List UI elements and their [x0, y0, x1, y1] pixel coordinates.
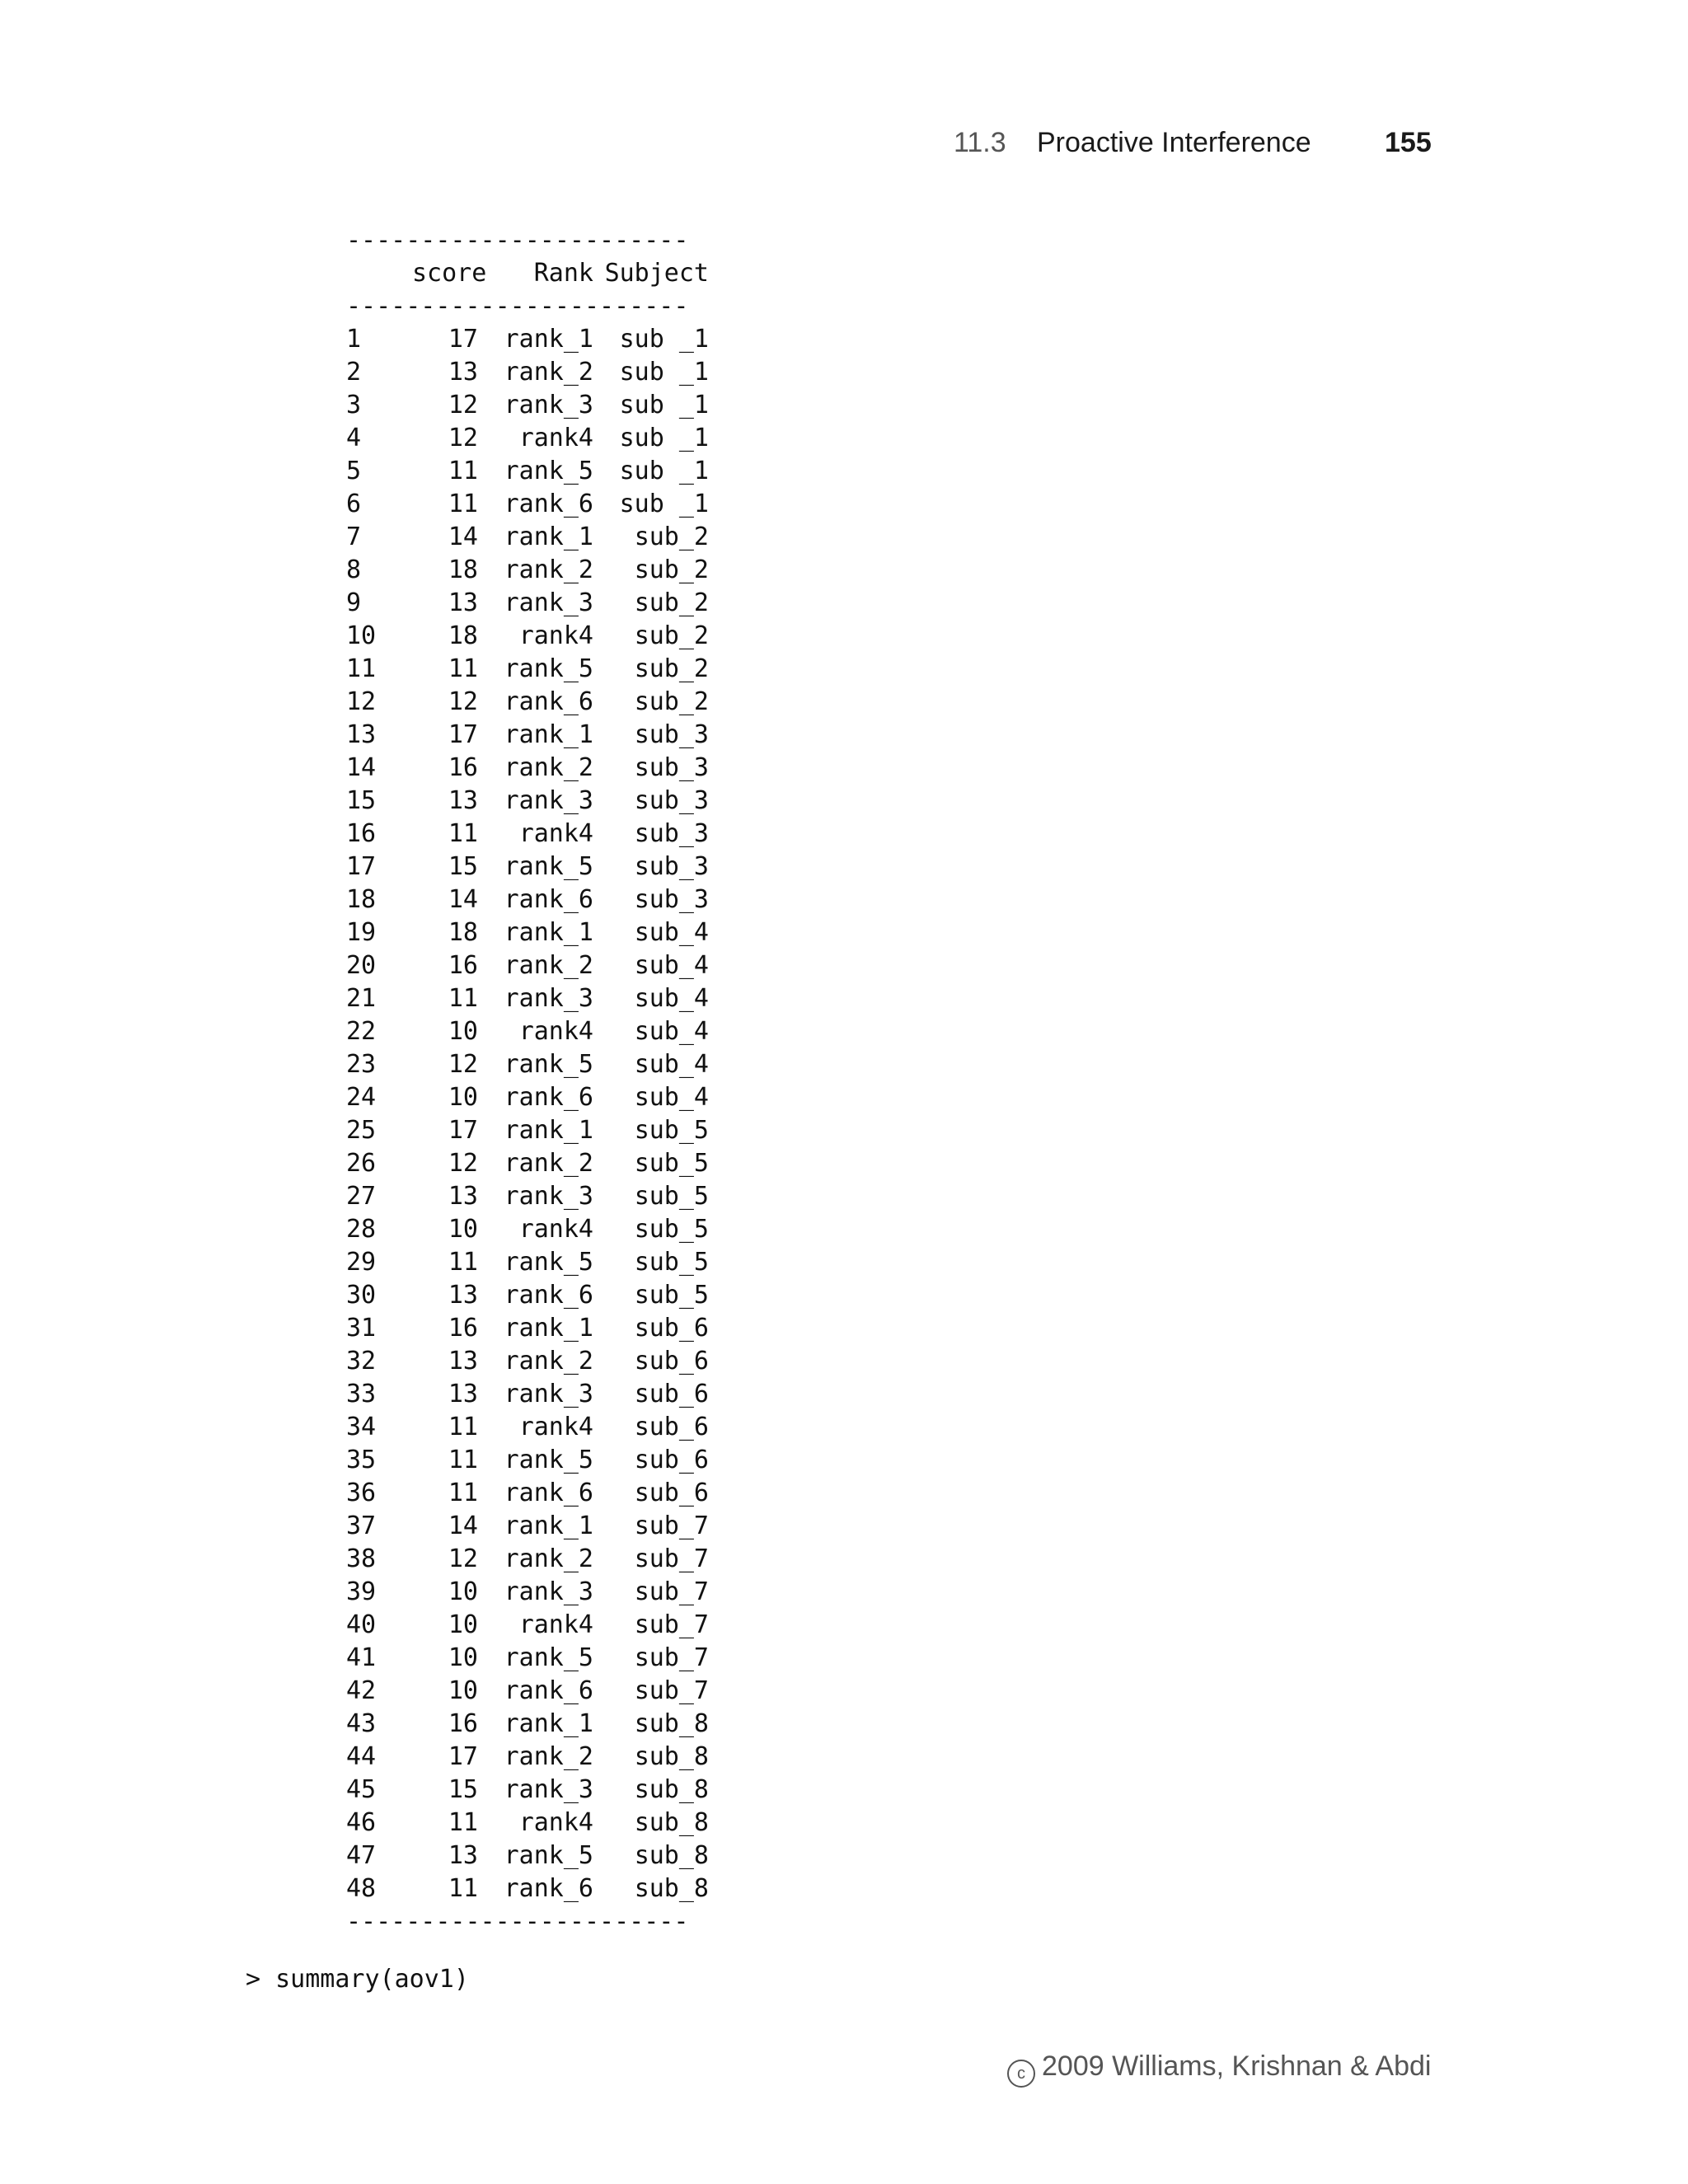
- row-index-cell: 29: [346, 1248, 377, 1277]
- subject-cell: sub _1: [619, 391, 709, 419]
- rank-cell: rank_3: [504, 1775, 593, 1804]
- row-index-cell: 21: [346, 984, 377, 1013]
- subject-cell: sub_3: [634, 720, 709, 749]
- subject-cell: sub_7: [634, 1610, 709, 1639]
- subject-cell: sub_7: [634, 1643, 709, 1672]
- rank-cell: rank_5: [504, 852, 593, 881]
- score-cell: 11: [448, 457, 478, 485]
- rank-cell: rank4: [518, 1215, 593, 1244]
- row-index-cell: 12: [346, 687, 377, 716]
- rank-cell: rank_2: [504, 1742, 593, 1771]
- subject-cell: sub _1: [619, 457, 709, 485]
- table-row: [346, 1048, 709, 1081]
- section-title: Proactive Interference: [1037, 127, 1311, 158]
- row-index-cell: 40: [346, 1610, 377, 1639]
- table-row: [346, 389, 709, 422]
- table-row: [346, 1543, 709, 1576]
- rank-cell: rank_3: [504, 1577, 593, 1606]
- subject-cell: sub_4: [634, 984, 709, 1013]
- table-header-row: [346, 257, 709, 290]
- table-row: [346, 1378, 709, 1411]
- rank-cell: rank_1: [504, 720, 593, 749]
- rank-cell: rank_2: [504, 1544, 593, 1573]
- table-row: [346, 1642, 709, 1675]
- rank-cell: rank4: [518, 1610, 593, 1639]
- score-cell: 11: [448, 1874, 478, 1903]
- row-index-cell: 35: [346, 1446, 377, 1474]
- table-bottom-rule: -----------------------: [346, 1907, 689, 1936]
- score-cell: 17: [448, 1116, 478, 1145]
- score-cell: 10: [448, 1676, 478, 1705]
- rank-cell: rank_2: [504, 1149, 593, 1178]
- row-index-cell: 42: [346, 1676, 377, 1705]
- row-index-cell: 36: [346, 1479, 377, 1507]
- rank-cell: rank_6: [504, 687, 593, 716]
- rank-cell: rank_2: [504, 358, 593, 387]
- table-row: [346, 818, 709, 851]
- rank-cell: rank_6: [504, 885, 593, 914]
- row-index-cell: 26: [346, 1149, 377, 1178]
- row-index-cell: 39: [346, 1577, 377, 1606]
- rank-cell: rank_1: [504, 1116, 593, 1145]
- score-cell: 10: [448, 1643, 478, 1672]
- subject-cell: sub _1: [619, 424, 709, 452]
- table-row: [346, 1774, 709, 1807]
- subject-cell: sub_6: [634, 1314, 709, 1343]
- subject-cell: sub_7: [634, 1511, 709, 1540]
- table-row: [346, 653, 709, 686]
- table-row: [346, 1345, 709, 1378]
- row-index-cell: 22: [346, 1017, 377, 1046]
- table-row: [346, 1675, 709, 1708]
- table-row: [346, 1411, 709, 1444]
- subject-cell: sub _1: [619, 358, 709, 387]
- score-cell: 11: [448, 1808, 478, 1837]
- rank-cell: rank4: [518, 1017, 593, 1046]
- rank-cell: rank_5: [504, 654, 593, 683]
- rank-cell: rank4: [518, 1413, 593, 1441]
- score-cell: 12: [448, 687, 478, 716]
- subject-cell: sub _1: [619, 490, 709, 518]
- subject-cell: sub_5: [634, 1116, 709, 1145]
- table-row: [346, 1081, 709, 1114]
- subject-cell: sub_7: [634, 1577, 709, 1606]
- subject-cell: sub_4: [634, 918, 709, 947]
- subject-cell: sub_2: [634, 555, 709, 584]
- score-cell: 10: [448, 1017, 478, 1046]
- row-index-cell: 5: [346, 457, 362, 485]
- table-top-rule: -----------------------: [346, 226, 689, 255]
- score-cell: 16: [448, 1314, 478, 1343]
- score-cell: 18: [448, 555, 478, 584]
- table-row: [346, 1609, 709, 1642]
- subject-cell: sub_2: [634, 588, 709, 617]
- score-cell: 13: [448, 358, 478, 387]
- table-row: [346, 1312, 709, 1345]
- row-index-cell: 24: [346, 1083, 377, 1112]
- rank-cell: rank_5: [504, 1841, 593, 1870]
- table-row: [346, 1279, 709, 1312]
- row-index-cell: 20: [346, 951, 377, 980]
- row-index-cell: 16: [346, 819, 377, 848]
- subject-cell: sub_3: [634, 753, 709, 782]
- subject-cell: sub_5: [634, 1215, 709, 1244]
- table-row: [346, 1872, 709, 1905]
- score-cell: 14: [448, 885, 478, 914]
- table-row: [346, 1807, 709, 1840]
- table-row: [346, 554, 709, 587]
- subject-cell: sub_6: [634, 1479, 709, 1507]
- rank-cell: rank4: [518, 1808, 593, 1837]
- row-index-cell: 10: [346, 621, 377, 650]
- table-row: [346, 587, 709, 620]
- row-index-cell: 8: [346, 555, 362, 584]
- subject-cell: sub_2: [634, 523, 709, 551]
- table-header-rule: -----------------------: [346, 292, 689, 321]
- row-index-cell: 19: [346, 918, 377, 947]
- row-index-cell: 15: [346, 786, 377, 815]
- table-row: [346, 1015, 709, 1048]
- table-row: [346, 620, 709, 653]
- rank-cell: rank4: [518, 621, 593, 650]
- subject-cell: sub_4: [634, 1083, 709, 1112]
- rank-cell: rank_1: [504, 1314, 593, 1343]
- rank-cell: rank_3: [504, 786, 593, 815]
- row-index-cell: 27: [346, 1182, 377, 1211]
- subject-cell: sub_6: [634, 1413, 709, 1441]
- row-index-cell: 14: [346, 753, 377, 782]
- row-index-cell: 25: [346, 1116, 377, 1145]
- table-row: [346, 1477, 709, 1510]
- table-row: [346, 521, 709, 554]
- subject-cell: sub_7: [634, 1676, 709, 1705]
- row-index-cell: 45: [346, 1775, 377, 1804]
- table-row: [346, 455, 709, 488]
- row-index-cell: 32: [346, 1347, 377, 1376]
- table-row: [346, 883, 709, 916]
- rank-cell: rank_6: [504, 1874, 593, 1903]
- subject-cell: sub_4: [634, 951, 709, 980]
- subject-cell: sub_5: [634, 1149, 709, 1178]
- copyright-text: 2009 Williams, Krishnan & Abdi: [1042, 2050, 1432, 2082]
- data-table: [346, 224, 709, 1938]
- rank-cell: rank_2: [504, 1347, 593, 1376]
- subject-cell: sub_8: [634, 1709, 709, 1738]
- rank-cell: rank_1: [504, 1511, 593, 1540]
- row-index-cell: 34: [346, 1413, 377, 1441]
- rank-cell: rank_5: [504, 1446, 593, 1474]
- table-row: [346, 356, 709, 389]
- table-row: [346, 1840, 709, 1872]
- table-row: [346, 785, 709, 818]
- score-cell: 13: [448, 1380, 478, 1408]
- table-row: [346, 1246, 709, 1279]
- score-cell: 13: [448, 1281, 478, 1310]
- subject-cell: sub_5: [634, 1281, 709, 1310]
- rank-cell: rank_1: [504, 918, 593, 947]
- row-index-cell: 1: [346, 325, 362, 354]
- row-index-cell: 41: [346, 1643, 377, 1672]
- subject-cell: sub_3: [634, 885, 709, 914]
- rank-cell: rank_5: [504, 1643, 593, 1672]
- rank-cell: rank_3: [504, 1182, 593, 1211]
- row-index-cell: 4: [346, 424, 362, 452]
- rank-cell: rank_3: [504, 391, 593, 419]
- score-cell: 12: [448, 1050, 478, 1079]
- table-row: [346, 1444, 709, 1477]
- rank-cell: rank_2: [504, 753, 593, 782]
- subject-cell: sub_8: [634, 1808, 709, 1837]
- score-cell: 10: [448, 1610, 478, 1639]
- row-index-cell: 13: [346, 720, 377, 749]
- score-column-header: score: [412, 259, 487, 288]
- rank-column-header: Rank: [533, 259, 593, 288]
- subject-cell: sub_2: [634, 621, 709, 650]
- score-cell: 18: [448, 621, 478, 650]
- copyright-icon: c: [1007, 2060, 1035, 2088]
- score-cell: 12: [448, 1149, 478, 1178]
- rank-cell: rank_5: [504, 457, 593, 485]
- subject-cell: sub_2: [634, 687, 709, 716]
- score-cell: 16: [448, 753, 478, 782]
- score-cell: 10: [448, 1083, 478, 1112]
- row-index-cell: 18: [346, 885, 377, 914]
- table-row: [346, 1741, 709, 1774]
- score-cell: 14: [448, 523, 478, 551]
- index-column-header: [346, 257, 412, 290]
- row-index-cell: 48: [346, 1874, 377, 1903]
- score-cell: 11: [448, 984, 478, 1013]
- row-index-cell: 23: [346, 1050, 377, 1079]
- score-cell: 11: [448, 1413, 478, 1441]
- row-index-cell: 3: [346, 391, 362, 419]
- score-cell: 12: [448, 424, 478, 452]
- subject-cell: sub_5: [634, 1182, 709, 1211]
- table-row: [346, 1576, 709, 1609]
- row-index-cell: 38: [346, 1544, 377, 1573]
- row-index-cell: 7: [346, 523, 362, 551]
- score-cell: 13: [448, 1347, 478, 1376]
- subject-cell: sub_4: [634, 1017, 709, 1046]
- row-index-cell: 44: [346, 1742, 377, 1771]
- rank-cell: rank_2: [504, 555, 593, 584]
- score-cell: 13: [448, 588, 478, 617]
- score-cell: 13: [448, 1841, 478, 1870]
- score-cell: 12: [448, 1544, 478, 1573]
- row-index-cell: 17: [346, 852, 377, 881]
- row-index-cell: 30: [346, 1281, 377, 1310]
- score-cell: 13: [448, 786, 478, 815]
- row-index-cell: 2: [346, 358, 362, 387]
- subject-cell: sub _1: [619, 325, 709, 354]
- score-cell: 11: [448, 1248, 478, 1277]
- rank-cell: rank_3: [504, 1380, 593, 1408]
- subject-cell: sub_4: [634, 1050, 709, 1079]
- score-cell: 17: [448, 1742, 478, 1771]
- row-index-cell: 28: [346, 1215, 377, 1244]
- subject-cell: sub_7: [634, 1544, 709, 1573]
- subject-cell: sub_3: [634, 852, 709, 881]
- rank-cell: rank_5: [504, 1050, 593, 1079]
- table-row: [346, 323, 709, 356]
- row-index-cell: 9: [346, 588, 362, 617]
- table-row: [346, 719, 709, 752]
- r-command-line: > summary(aov1): [246, 1965, 469, 1994]
- subject-cell: sub_8: [634, 1775, 709, 1804]
- copyright-footer: [1007, 2050, 1431, 2088]
- rank-cell: rank_3: [504, 984, 593, 1013]
- row-index-cell: 31: [346, 1314, 377, 1343]
- table-row: [346, 1510, 709, 1543]
- table-row: [346, 1114, 709, 1147]
- table-row: [346, 422, 709, 455]
- subject-cell: sub_6: [634, 1380, 709, 1408]
- rank-cell: rank_1: [504, 325, 593, 354]
- subject-cell: sub_2: [634, 654, 709, 683]
- rank-cell: rank_1: [504, 523, 593, 551]
- table-body: [346, 323, 709, 1905]
- subject-cell: sub_8: [634, 1874, 709, 1903]
- score-cell: 15: [448, 1775, 478, 1804]
- table-row: [346, 752, 709, 785]
- table-row: [346, 1213, 709, 1246]
- score-cell: 10: [448, 1577, 478, 1606]
- subject-cell: sub_5: [634, 1248, 709, 1277]
- page-number: 155: [1385, 127, 1432, 158]
- score-cell: 17: [448, 325, 478, 354]
- score-cell: 18: [448, 918, 478, 947]
- score-cell: 13: [448, 1182, 478, 1211]
- rank-cell: rank4: [518, 424, 593, 452]
- table-row: [346, 1180, 709, 1213]
- table-row: [346, 916, 709, 949]
- score-cell: 17: [448, 720, 478, 749]
- score-cell: 11: [448, 819, 478, 848]
- section-number: 11.3: [954, 127, 1006, 158]
- score-cell: 11: [448, 1446, 478, 1474]
- table-row: [346, 851, 709, 883]
- score-cell: 16: [448, 1709, 478, 1738]
- score-cell: 11: [448, 1479, 478, 1507]
- subject-column-header: Subject: [604, 259, 709, 288]
- rank-cell: rank_1: [504, 1709, 593, 1738]
- score-cell: 11: [448, 490, 478, 518]
- row-index-cell: 6: [346, 490, 362, 518]
- table-row: [346, 686, 709, 719]
- table-row: [346, 982, 709, 1015]
- score-cell: 11: [448, 654, 478, 683]
- running-header: [0, 124, 1688, 165]
- score-cell: 10: [448, 1215, 478, 1244]
- subject-cell: sub_3: [634, 819, 709, 848]
- rank-cell: rank_6: [504, 1083, 593, 1112]
- rank-cell: rank_3: [504, 588, 593, 617]
- score-cell: 14: [448, 1511, 478, 1540]
- subject-cell: sub_8: [634, 1841, 709, 1870]
- table-row: [346, 949, 709, 982]
- row-index-cell: 37: [346, 1511, 377, 1540]
- subject-cell: sub_6: [634, 1446, 709, 1474]
- score-cell: 16: [448, 951, 478, 980]
- subject-cell: sub_3: [634, 786, 709, 815]
- table-row: [346, 1708, 709, 1741]
- row-index-cell: 47: [346, 1841, 377, 1870]
- rank-cell: rank_2: [504, 951, 593, 980]
- rank-cell: rank_6: [504, 490, 593, 518]
- rank-cell: rank4: [518, 819, 593, 848]
- rank-cell: rank_6: [504, 1676, 593, 1705]
- row-index-cell: 46: [346, 1808, 377, 1837]
- rank-cell: rank_5: [504, 1248, 593, 1277]
- row-index-cell: 11: [346, 654, 377, 683]
- rank-cell: rank_6: [504, 1479, 593, 1507]
- row-index-cell: 33: [346, 1380, 377, 1408]
- score-cell: 12: [448, 391, 478, 419]
- subject-cell: sub_6: [634, 1347, 709, 1376]
- subject-cell: sub_8: [634, 1742, 709, 1771]
- score-cell: 15: [448, 852, 478, 881]
- table-row: [346, 488, 709, 521]
- row-index-cell: 43: [346, 1709, 377, 1738]
- rank-cell: rank_6: [504, 1281, 593, 1310]
- table-row: [346, 1147, 709, 1180]
